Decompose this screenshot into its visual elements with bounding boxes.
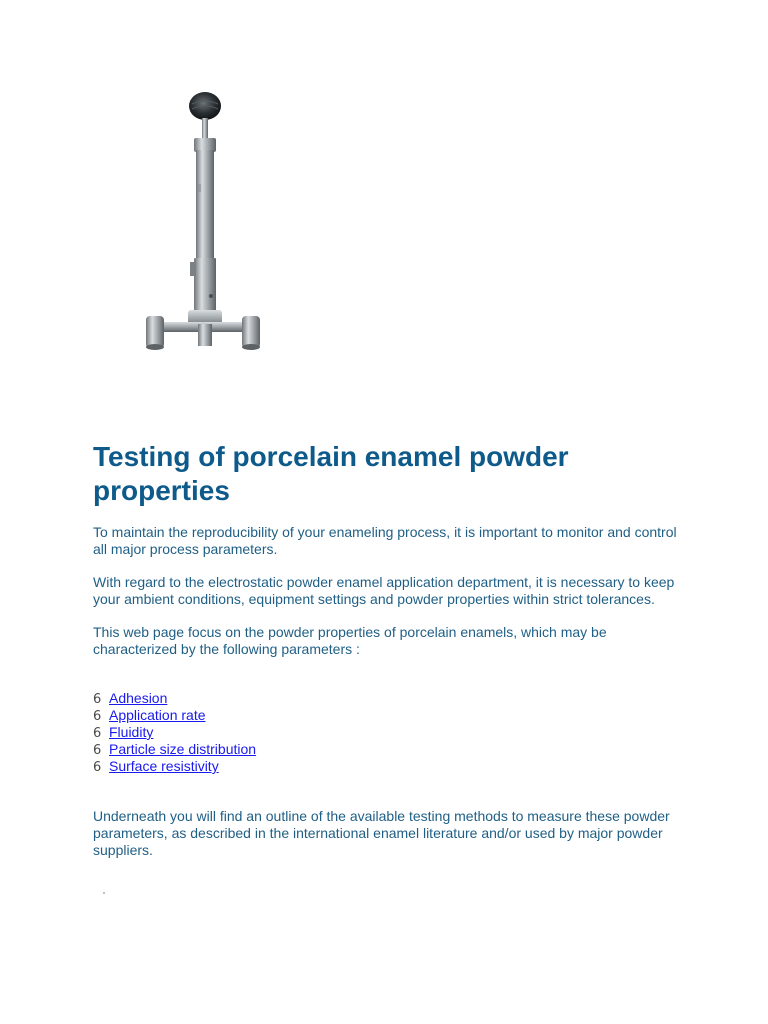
list-item (93, 758, 693, 775)
article (93, 440, 693, 859)
intro-paragraph: To maintain the reproducibility of your enameling process, it is important to monitor and control all major process parameters. (93, 524, 677, 557)
bullet-icon: 6 (93, 692, 102, 707)
bullet-icon: 6 (93, 709, 102, 724)
electrostatic-paragraph: With regard to the electrostatic powder enamel application department, it is necessary to keep your ambient conditions, equipment settings and powder properties within strict tolerances. (93, 574, 675, 607)
closing-paragraph: Underneath you will find an outline of the available testing methods to measure these powder parameters, as described in the international enamel literature and/or used by major powder suppliers. (93, 808, 670, 858)
tripod-instrument-image (140, 88, 264, 354)
bullet-icon: 6 (93, 760, 102, 775)
list-item (93, 690, 693, 707)
page-title: Testing of porcelain enamel powder properties (93, 441, 569, 506)
link-application-rate[interactable]: Application rate (109, 707, 206, 723)
link-adhesion[interactable]: Adhesion (109, 690, 168, 706)
bullet-icon: 6 (93, 743, 102, 758)
link-particle-size-distribution[interactable]: Particle size distribution (109, 741, 257, 757)
list-item (93, 724, 693, 741)
decorative-dot (103, 892, 105, 894)
tripod-instrument-icon (140, 88, 264, 354)
list-item (93, 741, 693, 758)
link-surface-resistivity[interactable]: Surface resistivity (109, 758, 219, 774)
parameters-intro-paragraph: This web page focus on the powder properties of porcelain enamels, which may be characterized by the following parameters : (93, 624, 607, 657)
parameter-list (93, 690, 693, 775)
bullet-icon: 6 (93, 726, 102, 741)
link-fluidity[interactable]: Fluidity (109, 724, 154, 740)
list-item (93, 707, 693, 724)
